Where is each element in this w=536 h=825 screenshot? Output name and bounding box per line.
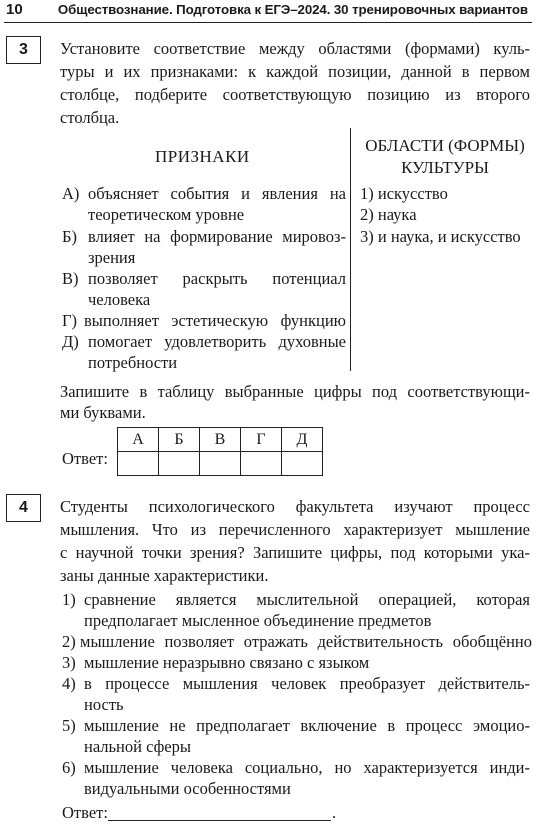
feature-label-g: Г) [62, 311, 78, 330]
feature-b-line-1: влияет на формирование мировоз- [88, 227, 346, 246]
option-3-line-1: мышление неразрывно связано с языком [84, 653, 370, 672]
area-2: 2) наука [360, 205, 417, 224]
task-4-intro-line-1: Студенты психологического факультета изучают процесс [60, 497, 530, 516]
answer-column-d: Д [282, 428, 323, 452]
feature-d-line-1: помогает удовлетворить духовные [88, 332, 346, 351]
feature-v-line-2: человека [88, 290, 151, 309]
answer-column-a: А [118, 428, 159, 452]
answer-cell-b[interactable] [159, 452, 200, 476]
task-4-answer-field[interactable] [108, 820, 331, 821]
option-6-number: 6) [62, 758, 76, 777]
answer-column-v: В [200, 428, 241, 452]
area-3: 3) и наука, и искусство [360, 227, 521, 246]
feature-v-line-1: позволяет раскрыть потенциал [88, 269, 346, 288]
option-6-line-1: мышление человека социально, но характеризуется инди- [84, 758, 530, 777]
page-number: 10 [6, 1, 23, 18]
answer-column-b: Б [159, 428, 200, 452]
feature-a-line-1: объясняет события и явления на [88, 184, 346, 203]
option-4-line-2: ность [84, 695, 124, 714]
task-3-intro-line-2: туры и их признаками: к каждой позиции, данной в первом [60, 62, 530, 81]
area-1: 1) искусство [360, 184, 448, 203]
task-4-intro-line-2: мышления. Что из перечисленного характеризует мышление [60, 520, 530, 539]
task-4-number: 4 [6, 494, 41, 522]
task-3-answer-label: Ответ: [62, 449, 108, 468]
book-title: Обществознание. Подготовка к ЕГЭ–2024. 30 тренировочных вариантов [57, 2, 528, 17]
feature-g-line-1: выполняет эстетическую функцию [84, 311, 346, 330]
feature-b-line-2: зрения [88, 248, 136, 267]
answer-cell-v[interactable] [200, 452, 241, 476]
feature-d-line-2: потребности [88, 353, 178, 372]
header-rule [4, 22, 532, 23]
task-3-intro-line-1: Установите соответствие между областями (формами) куль- [60, 39, 530, 58]
task-3-instruction-line-1: Запишите в таблицу выбранные цифры под соответствующи- [60, 382, 530, 401]
task-4-intro-line-3: с научной точки зрения? Запишите цифры, под которыми ука- [60, 543, 530, 562]
task-4-intro-line-4: заны данные характеристики. [60, 566, 269, 585]
answer-cell-d[interactable] [282, 452, 323, 476]
answer-cell-g[interactable] [241, 452, 282, 476]
answer-table-header-row [118, 428, 323, 452]
task-4-answer-period: . [332, 803, 337, 822]
areas-column-header-line-1: ОБЛАСТИ (ФОРМЫ) [365, 136, 525, 155]
option-1-line-2: предполагает мысленное объединение предметов [84, 611, 432, 630]
option-5-line-1: мышление не предполагает включение в процесс эмоцио- [84, 716, 530, 735]
features-column-header: ПРИЗНАКИ [155, 147, 250, 166]
option-6-line-2: видуальными особенностями [84, 779, 291, 798]
option-4-number: 4) [62, 674, 76, 693]
option-5-number: 5) [62, 716, 76, 735]
page-header [0, 0, 536, 22]
option-5-line-2: нальной сферы [84, 737, 191, 756]
option-2-line-1: мышление позволяет отражать действительность обобщённо [80, 632, 532, 651]
feature-label-b: Б) [62, 227, 77, 246]
feature-a-line-2: теоретическом уровне [88, 205, 245, 224]
task-3-intro-line-4: столбца. [60, 108, 120, 127]
task-3-instruction-line-2: ми буквами. [60, 403, 146, 422]
task-3-answer-table [117, 427, 323, 476]
feature-label-d: Д) [62, 332, 79, 351]
task-3-intro-line-3: столбце, подберите соответствующую позицию из второго [60, 85, 530, 104]
feature-label-a: А) [62, 184, 80, 203]
answer-table-input-row [118, 452, 323, 476]
answer-cell-a[interactable] [118, 452, 159, 476]
areas-column-header-line-2: КУЛЬТУРЫ [401, 158, 489, 177]
task-3-number: 3 [6, 36, 41, 64]
task-4-answer-label: Ответ: [62, 803, 108, 822]
column-divider [350, 128, 351, 371]
option-1-line-1: сравнение является мыслительной операцией, которая [84, 590, 530, 609]
option-1-number: 1) [62, 590, 76, 609]
answer-column-g: Г [241, 428, 282, 452]
option-2-number: 2) [62, 632, 76, 651]
option-3-number: 3) [62, 653, 76, 672]
option-4-line-1: в процессе мышления человек преобразует действитель- [84, 674, 530, 693]
feature-label-v: В) [62, 269, 79, 288]
